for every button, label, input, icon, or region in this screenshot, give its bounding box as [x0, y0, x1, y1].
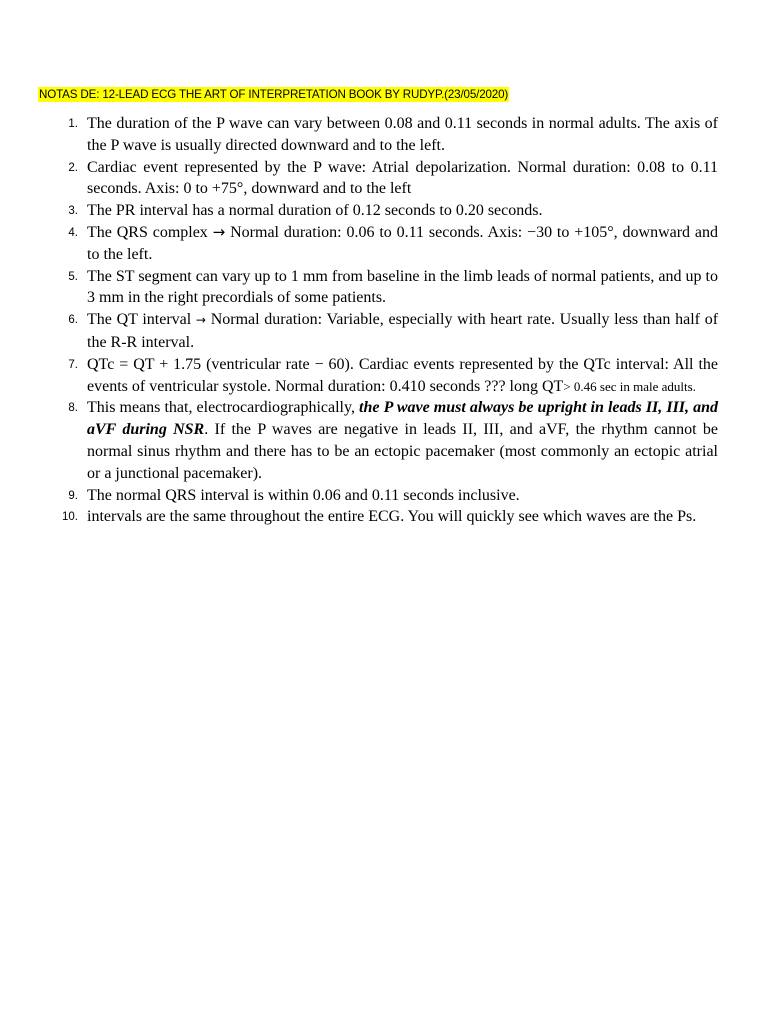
- item-text: The PR interval has a normal duration of 0.12 seconds to 0.20 seconds.: [87, 202, 543, 220]
- item-number: 1.: [68, 118, 78, 130]
- item-small-text: > 0.46 sec in male adults.: [563, 378, 696, 394]
- item-number: 9.: [68, 489, 78, 502]
- list-item: [0, 113, 718, 157]
- item-number: 7.: [68, 358, 78, 371]
- item-text: This means that, electrocardiographically,: [87, 399, 360, 417]
- item-number: 6.: [68, 314, 78, 327]
- list-item: [0, 354, 718, 398]
- item-text: The QRS complex: [87, 223, 208, 241]
- item-text: The duration of the P wave can vary between 0.08 and 0.11 seconds in normal adults. The axis of the P wave is usually directed downward and to the left.: [87, 115, 718, 154]
- list-item: [0, 506, 718, 528]
- list-item: [0, 485, 718, 507]
- item-text: Cardiac event represented by the P wave: Atrial depolarization. Normal duration: 0.08 to 0.11 seconds. Axis: 0 to +75°, downward and to the left: [87, 158, 718, 198]
- list-item: [0, 266, 718, 310]
- arrow-right-icon: →: [212, 222, 226, 241]
- item-text: The QT interval: [87, 311, 192, 329]
- item-text-continued: Normal duration: 0.06 to 0.11 seconds. Axis: −30 to +105°, downward and to the left.: [87, 223, 719, 263]
- item-number: 3.: [68, 205, 78, 218]
- list-item: [0, 200, 718, 222]
- item-text: The ST segment can vary up to 1 mm from baseline in the limb leads of normal patients, and up to 3 mm in the right precordials of some patients.: [87, 267, 718, 307]
- notes-list: [0, 113, 718, 528]
- item-number: 8.: [68, 402, 78, 415]
- item-text: The normal QRS interval is within 0.06 and 0.11 seconds inclusive.: [87, 486, 520, 504]
- page-title: NOTAS DE: 12-LEAD ECG THE ART OF INTERPRETATION BOOK BY RUDYP.(23/05/2020): [39, 88, 509, 101]
- item-number: 4.: [68, 226, 78, 239]
- item-text: QTc = QT + 1.75 (ventricular rate − 60). Cardiac events represented by the QTc interval: All the events of ventricular systole. Normal duration: 0.410 seconds ??? long QT: [87, 355, 718, 395]
- item-text: intervals are the same throughout the entire ECG. You will quickly see which waves are the Ps.: [87, 508, 697, 526]
- item-text-continued: . If the P waves are negative in leads II, III, and aVF, the rhythm cannot be normal sinus rhythm and there has to be an ectopic pacemaker (most commonly an ectopic atrial or a junctional pacemaker).: [87, 421, 718, 482]
- list-item: [0, 222, 718, 266]
- item-number: 2.: [68, 161, 78, 174]
- item-number: 5.: [68, 270, 78, 283]
- list-item: [0, 157, 718, 201]
- arrow-right-icon: →: [195, 313, 206, 328]
- list-item: [0, 309, 718, 354]
- item-number: 10.: [62, 511, 78, 524]
- list-item: [0, 397, 718, 484]
- item-text-continued: Normal duration: Variable, especially with heart rate. Usually less than half of the R-R interval.: [87, 311, 719, 351]
- emphasized-text: the P wave must always be upright in leads II, III, and aVF during NSR: [87, 399, 718, 439]
